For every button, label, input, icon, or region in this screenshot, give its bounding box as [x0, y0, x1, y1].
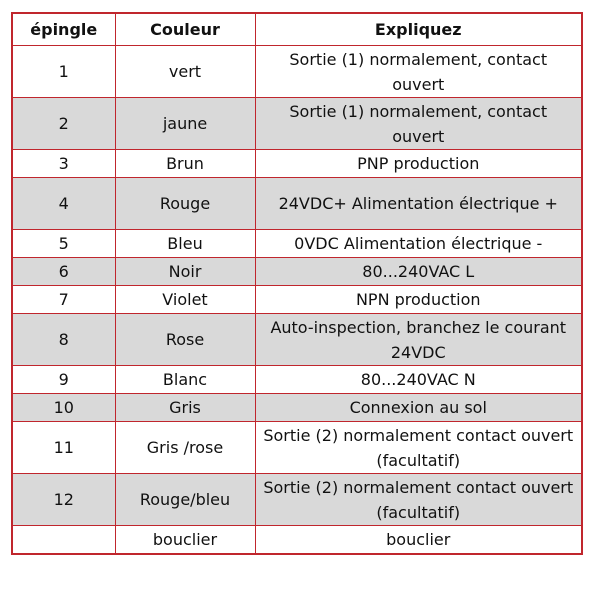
color-cell: Blanc	[115, 366, 255, 394]
table-row	[12, 526, 582, 555]
table-row	[12, 394, 582, 422]
pin-cell: 7	[12, 286, 115, 314]
pin-cell: 12	[12, 474, 115, 526]
pin-cell: 8	[12, 314, 115, 366]
pin-cell: 10	[12, 394, 115, 422]
color-cell: vert	[115, 46, 255, 98]
color-cell: Brun	[115, 150, 255, 178]
pin-assignment-table	[11, 12, 583, 555]
table-row	[12, 422, 582, 474]
color-cell: bouclier	[115, 526, 255, 555]
pin-cell: 3	[12, 150, 115, 178]
pin-cell: 6	[12, 258, 115, 286]
color-cell: jaune	[115, 98, 255, 150]
table-row	[12, 230, 582, 258]
pin-cell: 4	[12, 178, 115, 230]
explain-cell: 80...240VAC L	[255, 258, 582, 286]
table-row	[12, 178, 582, 230]
table-row	[12, 286, 582, 314]
pin-cell	[12, 526, 115, 555]
color-cell: Rose	[115, 314, 255, 366]
table-header-row	[12, 13, 582, 46]
color-cell: Gris /rose	[115, 422, 255, 474]
explain-cell: Auto-inspection, branchez le courant 24VDC	[255, 314, 582, 366]
explain-cell: Sortie (1) normalement, contact ouvert	[255, 98, 582, 150]
pin-cell: 9	[12, 366, 115, 394]
pin-cell: 5	[12, 230, 115, 258]
color-cell: Gris	[115, 394, 255, 422]
explain-cell: 80...240VAC N	[255, 366, 582, 394]
pin-cell: 11	[12, 422, 115, 474]
explain-cell: Sortie (2) normalement contact ouvert (facultatif)	[255, 474, 582, 526]
explain-cell: Sortie (1) normalement, contact ouvert	[255, 46, 582, 98]
explain-cell: PNP production	[255, 150, 582, 178]
color-cell: Noir	[115, 258, 255, 286]
header-explain: Expliquez	[255, 13, 582, 46]
header-pin: épingle	[12, 13, 115, 46]
explain-cell: Connexion au sol	[255, 394, 582, 422]
color-cell: Rouge	[115, 178, 255, 230]
color-cell: Bleu	[115, 230, 255, 258]
header-color: Couleur	[115, 13, 255, 46]
explain-cell: NPN production	[255, 286, 582, 314]
table-row	[12, 366, 582, 394]
explain-cell: 0VDC Alimentation électrique -	[255, 230, 582, 258]
explain-cell: 24VDC+ Alimentation électrique +	[255, 178, 582, 230]
explain-cell: bouclier	[255, 526, 582, 555]
table-row	[12, 314, 582, 366]
color-cell: Violet	[115, 286, 255, 314]
table-row	[12, 258, 582, 286]
table-row	[12, 474, 582, 526]
pin-cell: 2	[12, 98, 115, 150]
explain-cell: Sortie (2) normalement contact ouvert (facultatif)	[255, 422, 582, 474]
table-row	[12, 46, 582, 98]
table-row	[12, 150, 582, 178]
table-row	[12, 98, 582, 150]
pin-cell: 1	[12, 46, 115, 98]
color-cell: Rouge/bleu	[115, 474, 255, 526]
